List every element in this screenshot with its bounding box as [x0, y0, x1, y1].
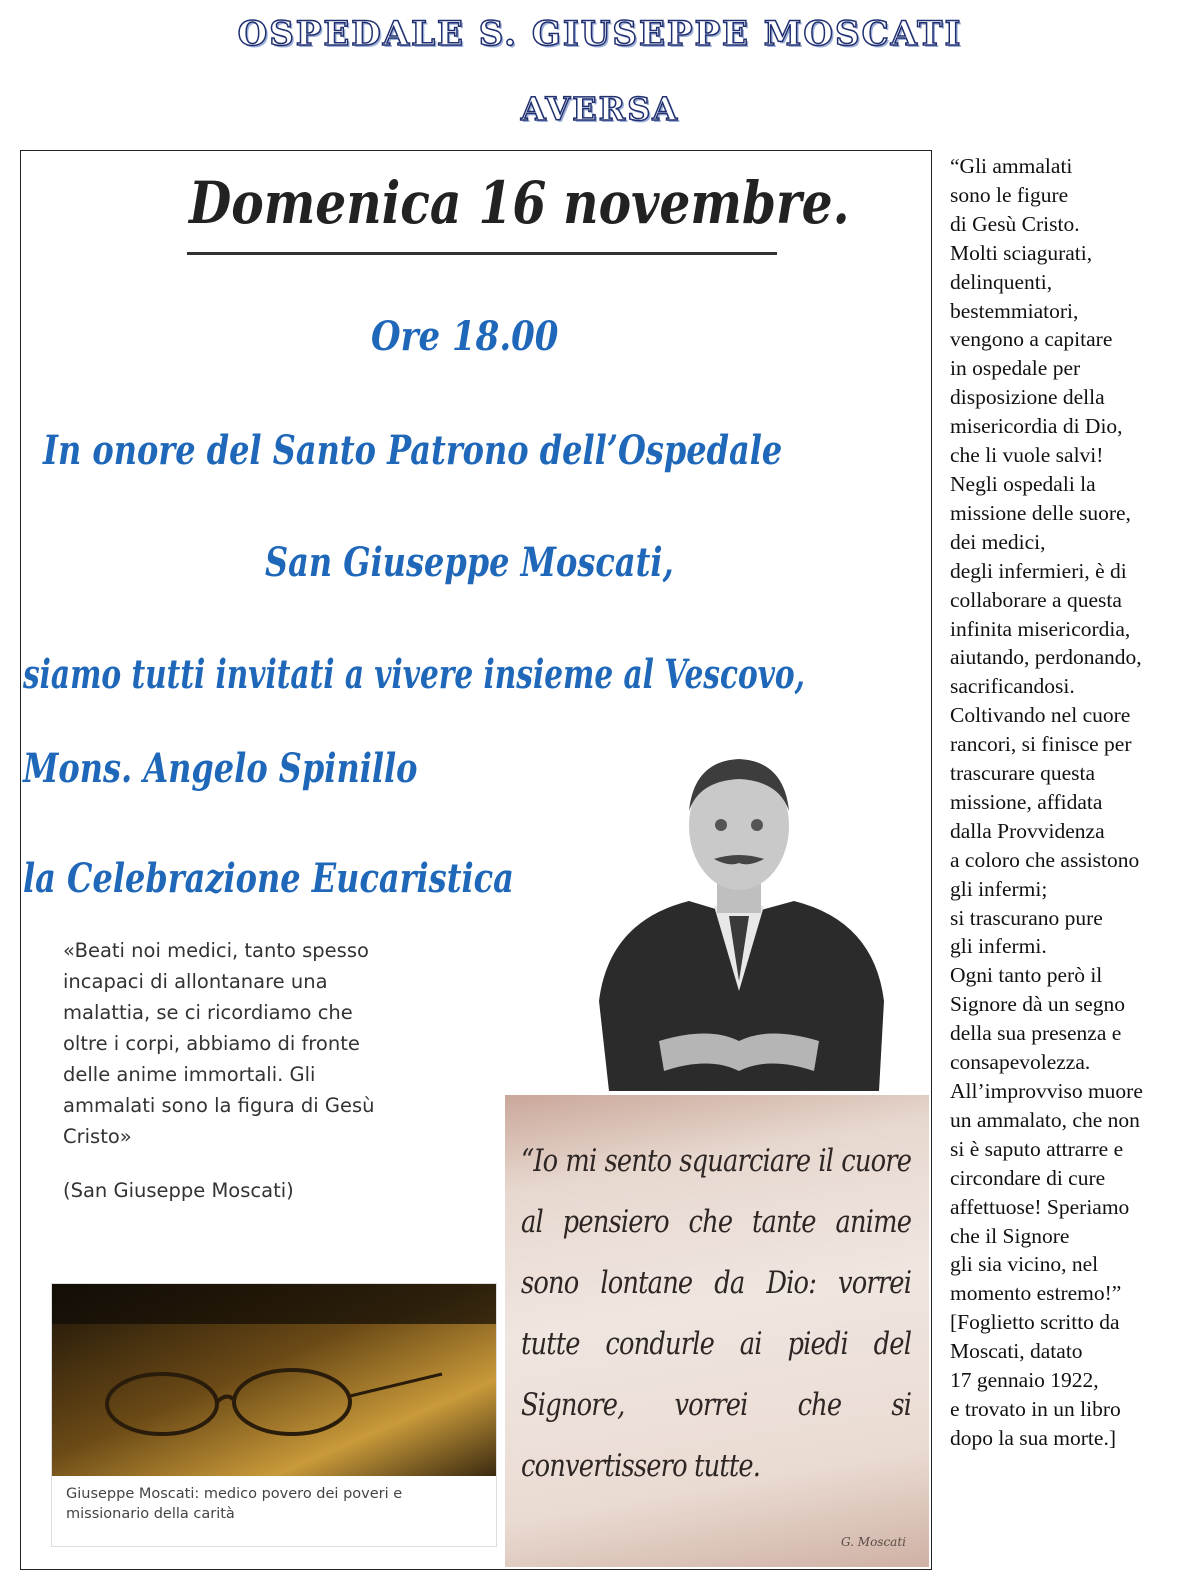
- parchment-text: “Io mi sento squarciare il cuore al pensiero che tante anime sono lontane da Dio: vorrei tutte condurle ai piedi del Signore, vorrei che si convertissero tutte.: [521, 1143, 912, 1484]
- event-date: Domenica 16 novembre.: [189, 169, 850, 237]
- quote-line: «Beati noi medici, tanto spesso: [63, 939, 369, 962]
- side-quote-line: All’improvviso muore: [950, 1079, 1143, 1103]
- side-quote-line: Moscati, datato: [950, 1339, 1083, 1364]
- side-quote-line: e trovato in un libro: [950, 1396, 1121, 1421]
- side-quote-line: trascurare questa: [950, 761, 1096, 786]
- side-quote-line: degli infermieri, è di: [950, 558, 1127, 583]
- side-quote-line: in ospedale per: [950, 356, 1081, 381]
- side-quote-line: misericordia di Dio,: [950, 414, 1123, 439]
- side-quote-line: delinquenti,: [950, 269, 1053, 294]
- quote-line: oltre i corpi, abbiamo di fronte: [63, 1032, 360, 1055]
- side-quote-line: gli infermi;: [950, 876, 1048, 901]
- quote-line: malattia, se ci ricordiamo che: [63, 1001, 353, 1024]
- side-quote-line: dei medici,: [950, 529, 1046, 554]
- parchment-quote: [505, 1095, 929, 1567]
- side-quote-line: dopo la sua morte.]: [950, 1425, 1116, 1450]
- side-quote-line: missione delle suore,: [950, 500, 1131, 525]
- side-quote-line: circondare di cure: [950, 1165, 1106, 1190]
- announcement-line: Mons. Angelo Spinillo: [23, 745, 418, 792]
- side-quote-line: si trascurano pure: [950, 905, 1103, 930]
- parchment-signature: G. Moscati: [841, 1535, 906, 1549]
- city-subtitle: AVERSA: [520, 90, 680, 128]
- quote-line: Cristo»: [63, 1125, 132, 1148]
- side-quote-line: dalla Provvidenza: [950, 818, 1105, 843]
- moscati-quote: [63, 935, 503, 1152]
- side-quote-line: Ogni tanto però il: [950, 963, 1103, 988]
- side-quote-line: Negli ospedali la: [950, 471, 1096, 496]
- side-quote-line: che il Signore: [950, 1223, 1070, 1248]
- glasses-photo: [52, 1284, 496, 1476]
- side-quote-line: rancori, si finisce per: [950, 732, 1132, 757]
- portrait-image: [569, 741, 909, 1091]
- flyer-frame: [20, 150, 932, 1570]
- announcement-line: la Celebrazione Eucaristica: [23, 855, 514, 902]
- side-quote-line: sacrificandosi.: [950, 674, 1075, 699]
- glasses-card: [51, 1283, 497, 1547]
- side-quote-line: vengono a capitare: [950, 327, 1113, 352]
- side-quote-line: un ammalato, che non: [950, 1107, 1140, 1132]
- announcement-line: In onore del Santo Patrono dell’Ospedale: [43, 427, 783, 474]
- date-underline: [187, 252, 777, 255]
- quote-line: incapaci di allontanare una: [63, 970, 328, 993]
- side-quote-line: che li vuole salvi!: [950, 443, 1104, 468]
- side-quote-line: bestemmiatori,: [950, 298, 1079, 323]
- side-quote-line: Molti sciagurati,: [950, 240, 1093, 265]
- side-quote-line: gli sia vicino, nel: [950, 1252, 1099, 1277]
- glasses-caption: Giuseppe Moscati: medico povero dei poveri e missionario della carità: [66, 1486, 403, 1522]
- announcement-line: siamo tutti invitati a vivere insieme al Vescovo,: [23, 651, 805, 698]
- side-quote-line: Coltivando nel cuore: [950, 703, 1131, 728]
- side-quote-line: disposizione della: [950, 385, 1105, 410]
- side-quote-line: [Foglietto scritto da: [950, 1310, 1120, 1335]
- side-quote-line: missione, affidata: [950, 789, 1103, 814]
- quote-line: delle anime immortali. Gli: [63, 1063, 316, 1086]
- side-quote-line: gli infermi.: [950, 934, 1047, 959]
- quote-line: ammalati sono la figura di Gesù: [63, 1094, 375, 1117]
- side-quote-line: 17 gennaio 1922,: [950, 1368, 1099, 1393]
- hospital-title: OSPEDALE S. GIUSEPPE MOSCATI: [237, 14, 963, 54]
- side-quote-line: collaborare a questa: [950, 587, 1122, 612]
- side-quote-line: Signore dà un segno: [950, 992, 1125, 1017]
- side-quote-line: affettuose! Speriamo: [950, 1194, 1130, 1219]
- side-quote-line: consapevolezza.: [950, 1050, 1091, 1075]
- side-quote-line: infinita misericordia,: [950, 616, 1131, 641]
- side-quote-line: di Gesù Cristo.: [950, 211, 1080, 236]
- event-time: Ore 18.00: [371, 313, 559, 360]
- announcement-line: San Giuseppe Moscati,: [265, 539, 674, 586]
- side-quote-line: aiutando, perdonando,: [950, 645, 1142, 670]
- side-quote-line: a coloro che assistono: [950, 847, 1140, 872]
- side-quote-line: sono le figure: [950, 182, 1069, 207]
- side-quote-line: momento estremo!”: [950, 1281, 1122, 1306]
- side-quote-line: si è saputo attrarre e: [950, 1136, 1124, 1161]
- side-quote-line: della sua presenza e: [950, 1021, 1122, 1046]
- quote-attribution: (San Giuseppe Moscati): [63, 1179, 294, 1202]
- side-quote-line: “Gli ammalati: [950, 154, 1073, 178]
- side-quote: [950, 152, 1200, 1453]
